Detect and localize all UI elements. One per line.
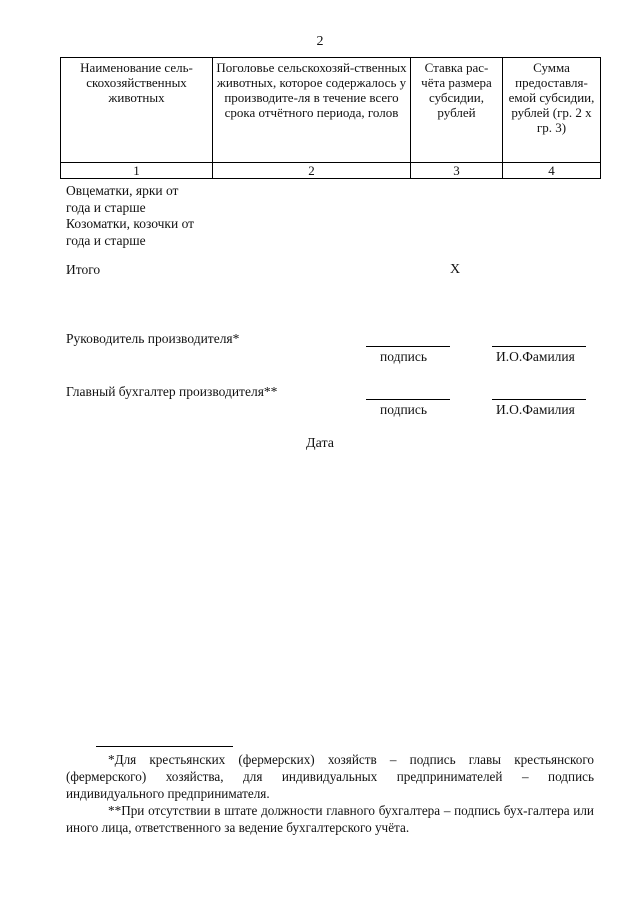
footnote-separator (96, 746, 233, 747)
name-line (492, 399, 586, 400)
name-line (492, 346, 586, 347)
footnote-1: *Для крестьянских (фермерских) хозяйств – подпись главы крестьянского (фермерского) хозяйства, для индивидуальных предпринимателей – подпись индивидуального предпринимателя. (66, 752, 594, 801)
date-label: Дата (306, 436, 334, 451)
column-number: 4 (503, 163, 601, 179)
name-caption: И.О.Фамилия (496, 349, 575, 364)
table-header-row (61, 58, 601, 163)
column-number: 2 (213, 163, 411, 179)
total-x-mark: Х (450, 262, 461, 277)
footnote-2: **При отсутствии в штате должности главного бухгалтера – подпись бух-галтера или иного лица, ответственного за ведение бухгалтерского учёта. (66, 803, 594, 835)
signature-caption: подпись (380, 402, 428, 417)
header-livestock-count: Поголовье сельскохозяй-ственных животных, которое содержалось у производите-ля в течение всего срока отчётного периода, голов (213, 58, 411, 163)
animal-rows (66, 183, 206, 249)
name-caption: И.О.Фамилия (496, 402, 575, 417)
head-of-producer-label: Руководитель производителя* (66, 331, 240, 346)
row-label-sheep: Овцематки, ярки от года и старше (66, 183, 179, 215)
total-label: Итого (66, 262, 101, 277)
header-animal-type: Наименование сель-скохозяйственных животных (61, 58, 213, 163)
signature-line (366, 346, 450, 347)
column-number: 1 (61, 163, 213, 179)
column-number-row (61, 163, 601, 179)
footnotes (66, 751, 594, 836)
page-number: 2 (316, 34, 324, 49)
header-subsidy-rate: Ставка рас-чёта размера субсидии, рублей (411, 58, 503, 163)
signature-caption: подпись (380, 349, 428, 364)
chief-accountant-label: Главный бухгалтер производителя** (66, 384, 278, 399)
signature-line (366, 399, 450, 400)
header-subsidy-amount: Сумма предоставля-емой субсидии, рублей (гр. 2 х гр. 3) (503, 58, 601, 163)
column-number: 3 (411, 163, 503, 179)
subsidy-table (60, 57, 601, 179)
row-label-goats: Козоматки, козочки от года и старше (66, 216, 195, 248)
